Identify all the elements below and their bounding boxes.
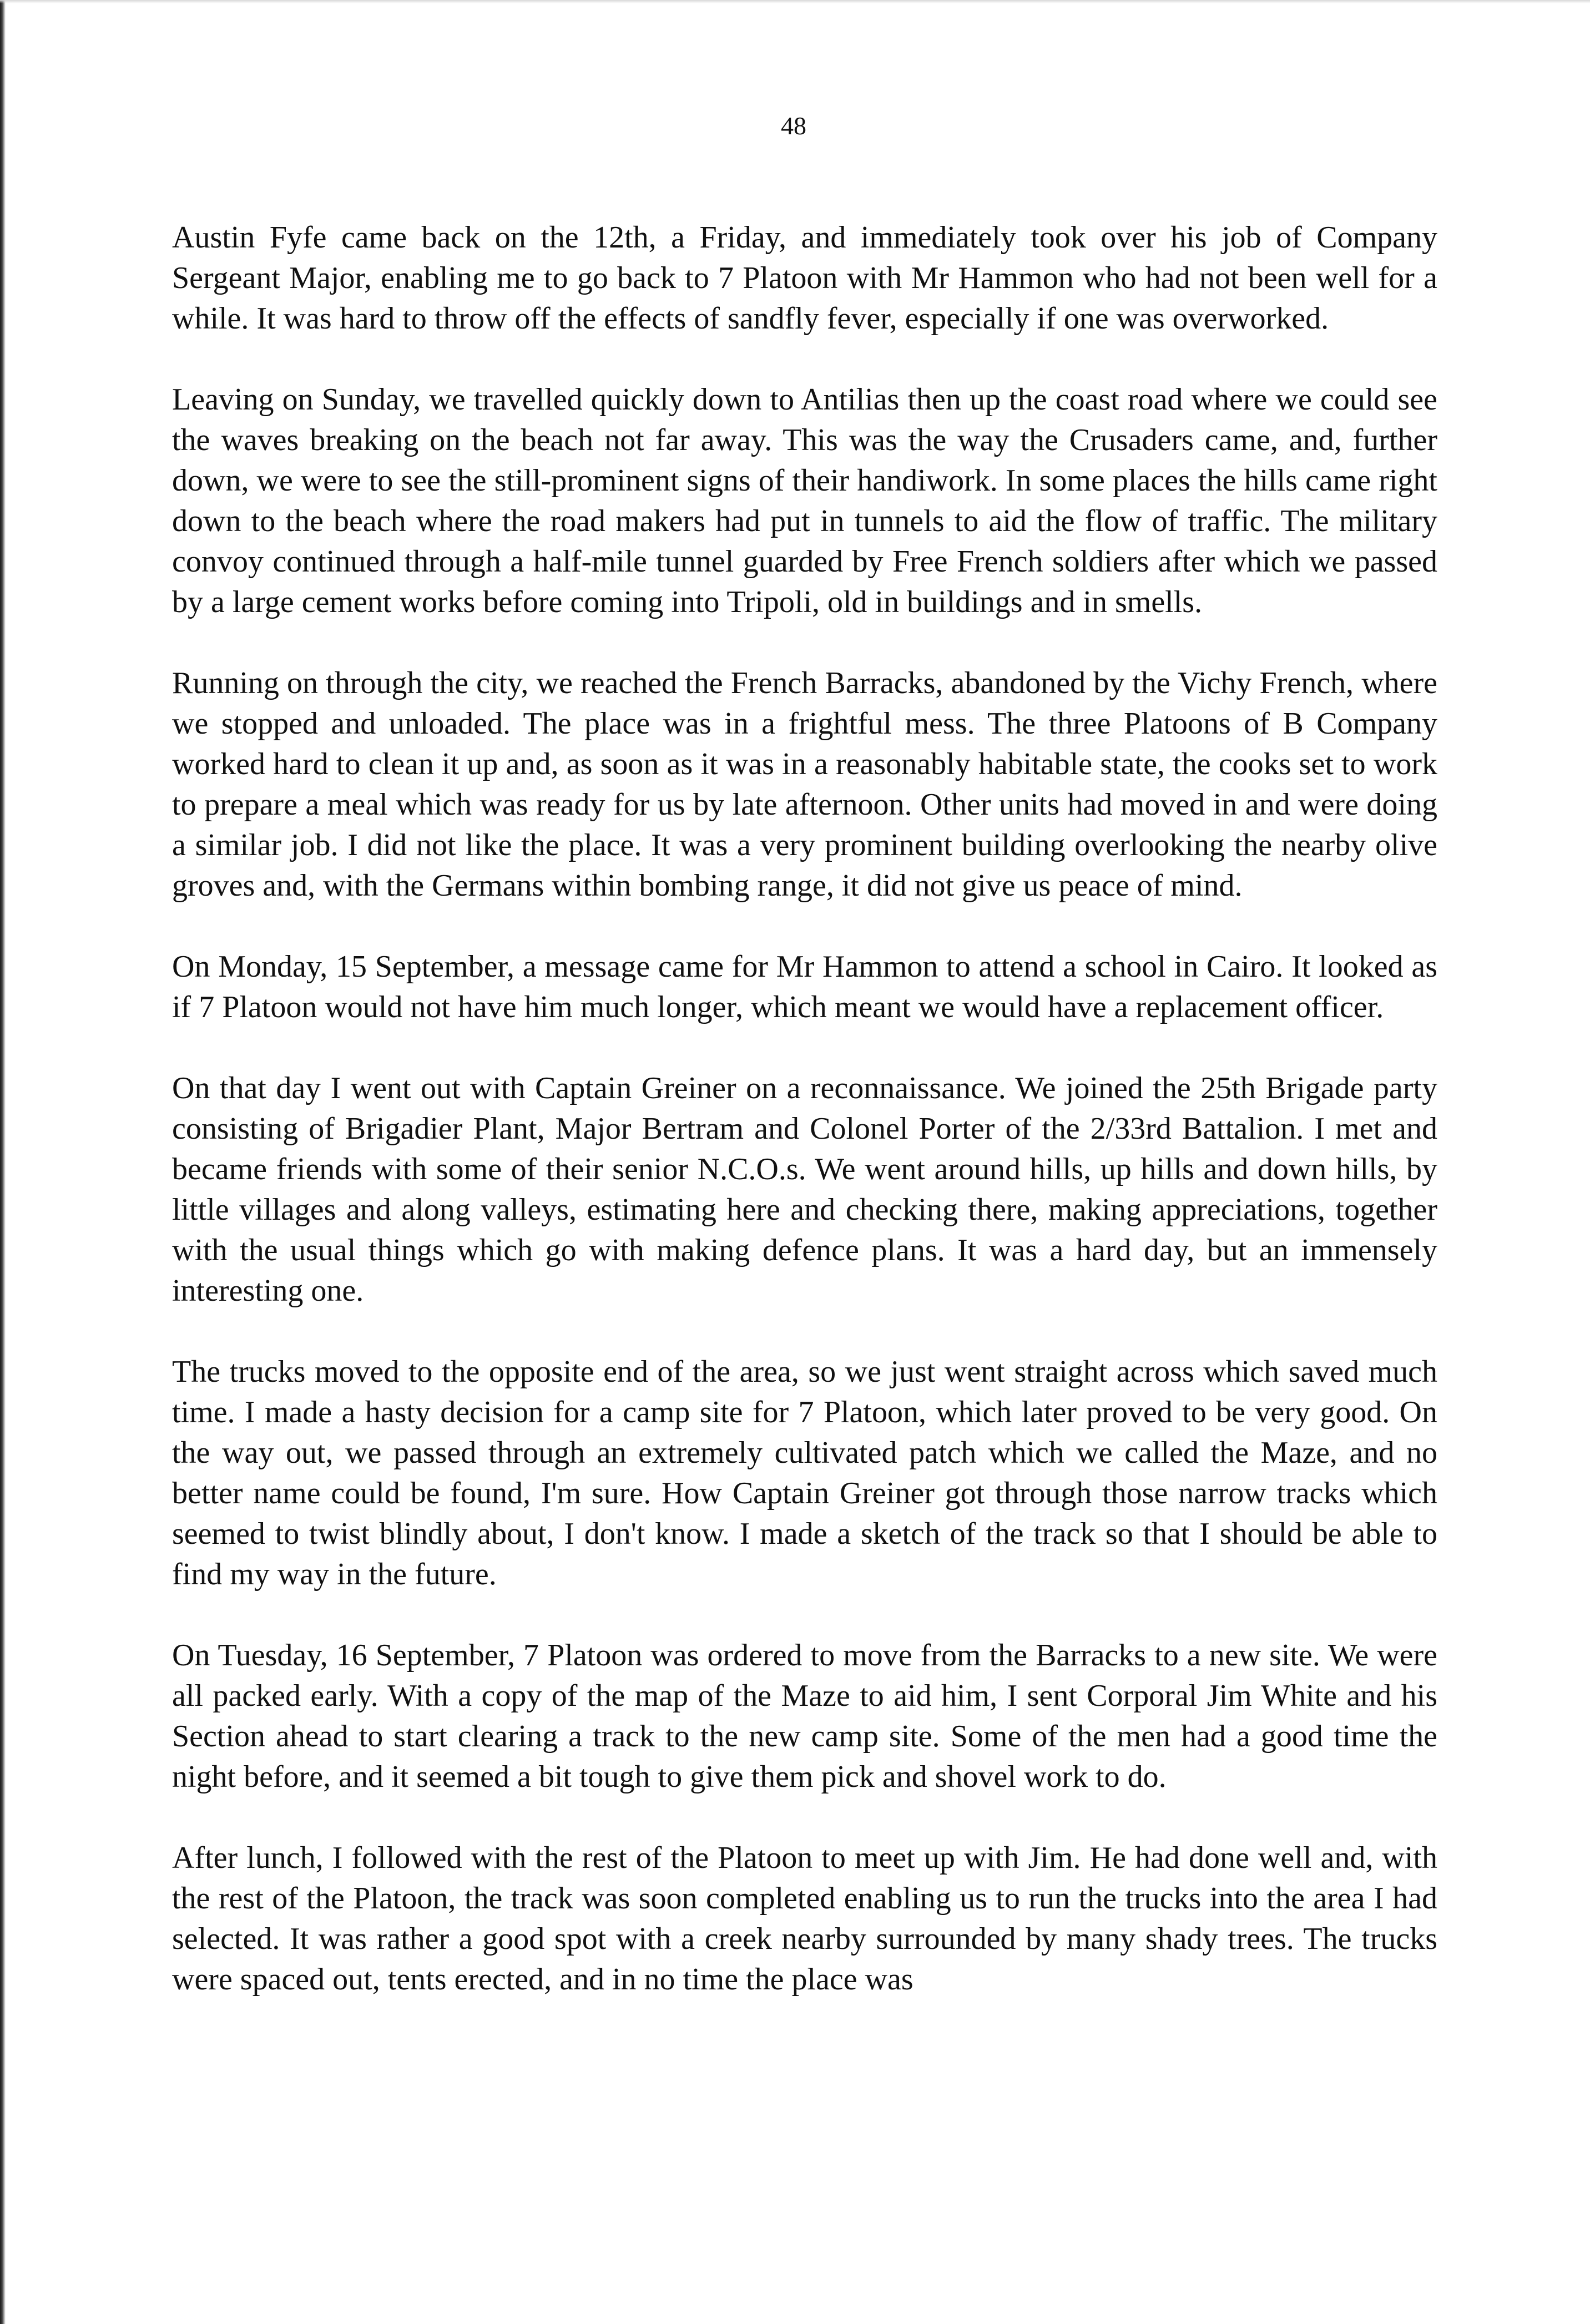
- page-number: 48: [781, 112, 806, 140]
- scan-edge-left: [0, 0, 6, 2324]
- paragraph: Austin Fyfe came back on the 12th, a Friday, and immediately took over his job of Company Sergeant Major, enabling me to go back to 7 Platoon with Mr Hammon who had not been well for a while. It was hard to throw off the effects of sandfly fever, especially if one was overworked.: [172, 220, 1437, 336]
- paragraph: On Tuesday, 16 September, 7 Platoon was ordered to move from the Barracks to a new site. We were all packed early. With a copy of the map of the Maze to aid him, I sent Corporal Jim White and his Section ahead to start clearing a track to the new camp site. Some of the men had a good time the night before, and it seemed a bit tough to give them pick and shovel work to do.: [172, 1638, 1437, 1794]
- scan-edge-top: [0, 0, 1590, 3]
- paragraph: The trucks moved to the opposite end of the area, so we just went straight across which saved much time. I made a hasty decision for a camp site for 7 Platoon, which later proved to be very good. On the way out, we passed through an extremely cultivated patch which we called the Maze, and no better name could be found, I'm sure. How Captain Greiner got through those narrow tracks which seemed to twist blindly about, I don't know. I made a sketch of the track so that I should be able to find my way in the future.: [172, 1355, 1437, 1592]
- paragraph: Running on through the city, we reached the French Barracks, abandoned by the Vichy French, where we stopped and unloaded. The place was in a frightful mess. The three Platoons of B Company worked hard to clean it up and, as soon as it was in a reasonably habitable state, the cooks set to work to prepare a meal which was ready for us by late afternoon. Other units had moved in and were doing a similar job. I did not like the place. It was a very prominent building overlooking the nearby olive groves and, with the Germans within bombing range, it did not give us peace of mind.: [172, 666, 1437, 903]
- paragraph: Leaving on Sunday, we travelled quickly down to Antilias then up the coast road where we could see the waves breaking on the beach not far away. This was the way the Crusaders came, and, further down, we were to see the still-prominent signs of their handiwork. In some places the hills came right down to the beach where the road makers had put in tunnels to aid the flow of traffic. The military convoy continued through a half-mile tunnel guarded by Free French soldiers after which we passed by a large cement works before coming into Tripoli, old in buildings and in smells.: [172, 382, 1437, 619]
- paragraph: On Monday, 15 September, a message came for Mr Hammon to attend a school in Cairo. It looked as if 7 Platoon would not have him much longer, which meant we would have a replacement officer.: [172, 949, 1437, 1024]
- paragraph: After lunch, I followed with the rest of the Platoon to meet up with Jim. He had done well and, with the rest of the Platoon, the track was soon completed enabling us to run the trucks into the area I had selected. It was rather a good spot with a creek nearby surrounded by many shady trees. The trucks were spaced out, tents erected, and in no time the place was: [172, 1841, 1437, 1997]
- paragraph: On that day I went out with Captain Greiner on a reconnaissance. We joined the 25th Brigade party consisting of Brigadier Plant, Major Bertram and Colonel Porter of the 2/33rd Battalion. I met and became friends with some of their senior N.C.O.s. We went around hills, up hills and down hills, by little villages and along valleys, estimating here and checking there, making appreciations, together with the usual things which go with making defence plans. It was a hard day, but an immensely interesting one.: [172, 1071, 1437, 1308]
- body-text: [172, 218, 1437, 2000]
